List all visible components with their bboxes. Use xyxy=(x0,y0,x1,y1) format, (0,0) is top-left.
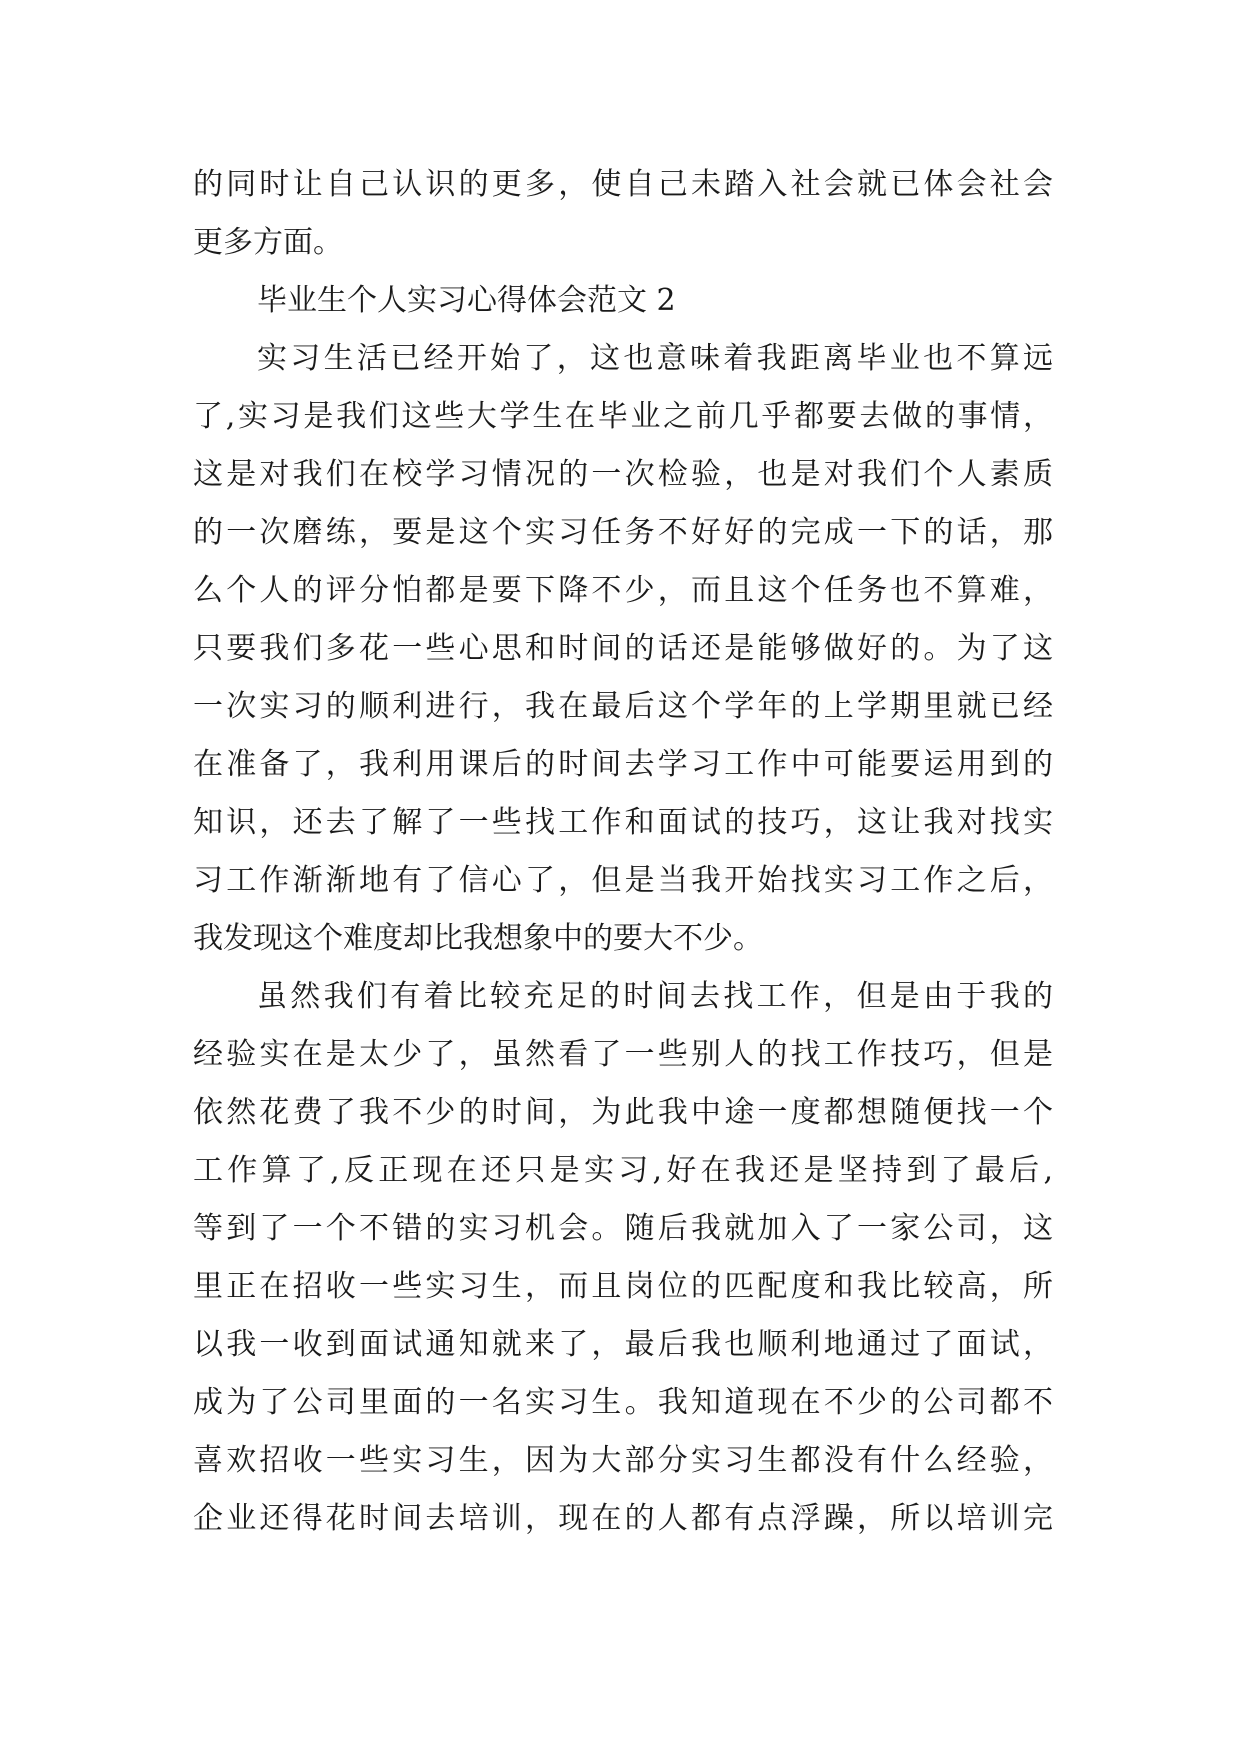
text-line: 的一次磨练，要是这个实习任务不好好的完成一下的话，那 xyxy=(193,515,1053,550)
text-line: 实习生活已经开始了，这也意味着我距离毕业也不算远 xyxy=(257,341,1053,376)
text-line: 只要我们多花一些心思和时间的话还是能够做好的。为了这 xyxy=(193,631,1053,666)
text-line: 经验实在是太少了，虽然看了一些别人的找工作技巧，但是 xyxy=(193,1037,1053,1072)
paragraph xyxy=(193,156,1053,272)
text-line: 里正在招收一些实习生，而且岗位的匹配度和我比较高，所 xyxy=(193,1269,1053,1304)
heading-line: 毕业生个人实习心得体会范文 2 xyxy=(257,283,676,318)
text-line: 企业还得花时间去培训，现在的人都有点浮躁，所以培训完 xyxy=(193,1501,1053,1536)
text-line: 在准备了，我利用课后的时间去学习工作中可能要运用到的 xyxy=(193,747,1053,782)
text-line: 等到了一个不错的实习机会。随后我就加入了一家公司，这 xyxy=(193,1211,1053,1246)
document-body xyxy=(193,156,1053,1548)
text-line: 我发现这个难度却比我想象中的要大不少。 xyxy=(193,921,763,956)
text-line: 一次实习的顺利进行，我在最后这个学年的上学期里就已经 xyxy=(193,689,1053,724)
text-line: 依然花费了我不少的时间，为此我中途一度都想随便找一个 xyxy=(193,1095,1053,1130)
text-line: 习工作渐渐地有了信心了，但是当我开始找实习工作之后， xyxy=(193,863,1053,898)
text-line: 工作算了,反正现在还只是实习,好在我还是坚持到了最后, xyxy=(193,1153,1053,1188)
text-line: 的同时让自己认识的更多，使自己未踏入社会就已体会社会 xyxy=(193,167,1053,202)
text-line: 知识，还去了解了一些找工作和面试的技巧，这让我对找实 xyxy=(193,805,1053,840)
text-line: 喜欢招收一些实习生，因为大部分实习生都没有什么经验， xyxy=(193,1443,1053,1478)
section-heading xyxy=(193,272,1053,330)
text-line: 这是对我们在校学习情况的一次检验，也是对我们个人素质 xyxy=(193,457,1053,492)
text-line: 虽然我们有着比较充足的时间去找工作，但是由于我的 xyxy=(257,979,1053,1014)
text-line: 以我一收到面试通知就来了，最后我也顺利地通过了面试， xyxy=(193,1327,1053,1362)
text-line: 更多方面。 xyxy=(193,225,343,260)
text-line: 成为了公司里面的一名实习生。我知道现在不少的公司都不 xyxy=(193,1385,1053,1420)
text-line: 么个人的评分怕都是要下降不少，而且这个任务也不算难， xyxy=(193,573,1053,608)
paragraph xyxy=(193,330,1053,968)
paragraph xyxy=(193,968,1053,1548)
text-line: 了,实习是我们这些大学生在毕业之前几乎都要去做的事情， xyxy=(193,399,1053,434)
